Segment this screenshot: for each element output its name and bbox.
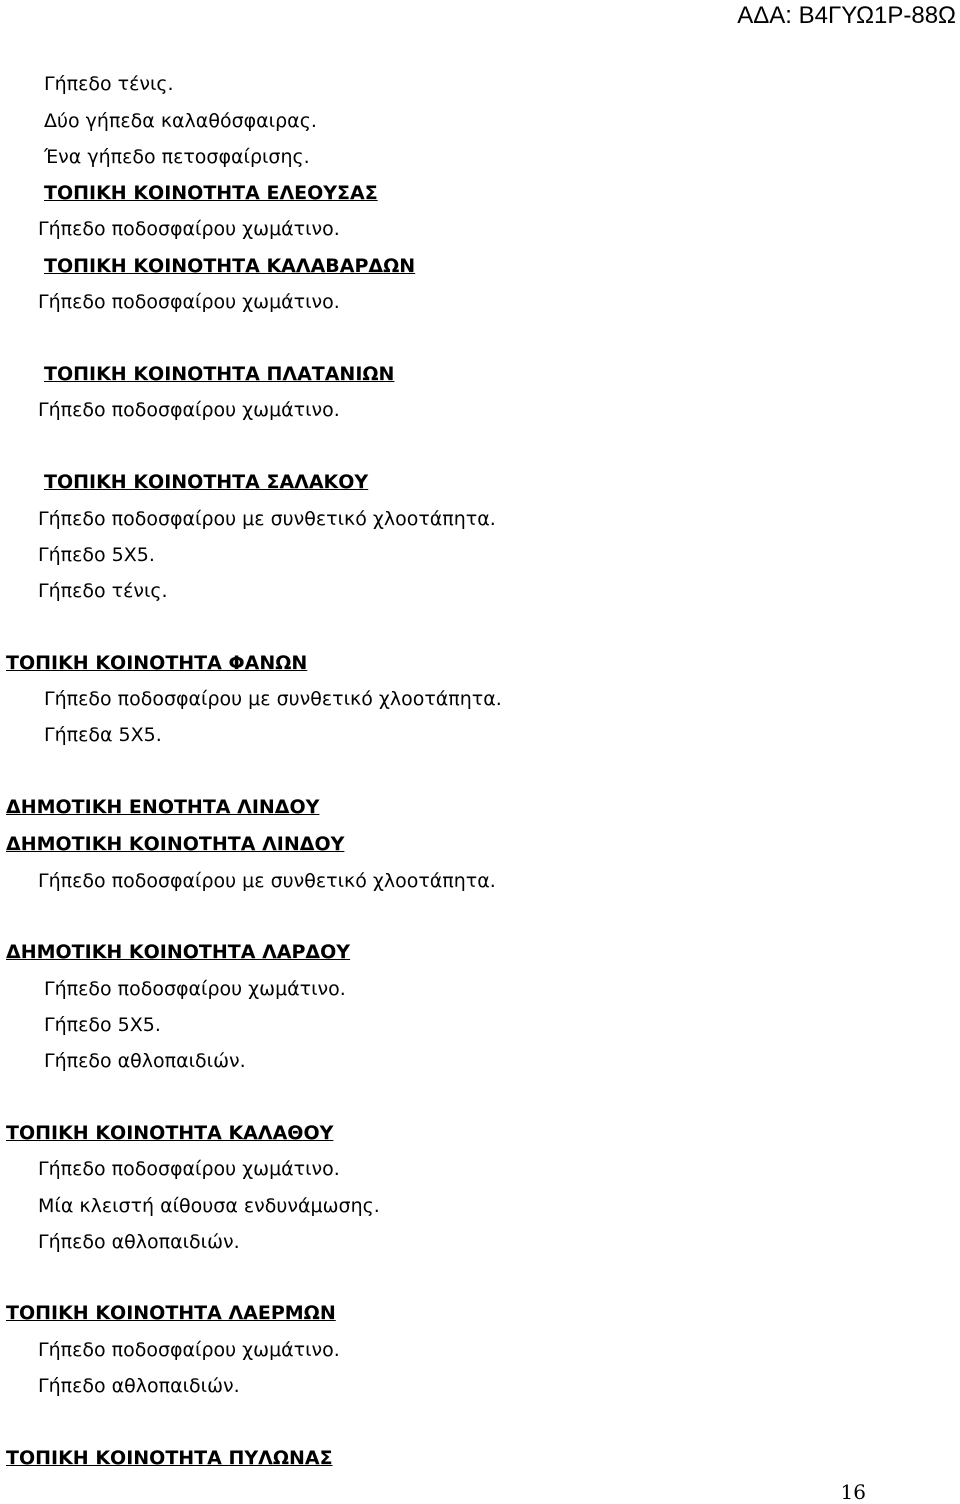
section-heading: ΤΟΠΙΚΗ ΚΟΙΝΟΤΗΤΑ ΣΑΛΑΚΟΥ [44,471,369,493]
list-item: Γήπεδο ποδοσφαίρου χωμάτινο. [38,1158,340,1180]
list-item: Γήπεδο ποδοσφαίρου χωμάτινο. [38,218,340,240]
list-item: Γήπεδο τένις. [38,580,168,602]
list-item: Γήπεδο αθλοπαιδιών. [38,1375,240,1397]
section-heading: ΤΟΠΙΚΗ ΚΟΙΝΟΤΗΤΑ ΛΑΕΡΜΩΝ [6,1302,336,1324]
list-item: Γήπεδο ποδοσφαίρου με συνθετικό χλοοτάπητα. [38,870,496,892]
section-heading: ΤΟΠΙΚΗ ΚΟΙΝΟΤΗΤΑ ΚΑΛΑΒΑΡΔΩΝ [44,255,416,277]
section-heading: ΤΟΠΙΚΗ ΚΟΙΝΟΤΗΤΑ ΠΛΑΤΑΝΙΩΝ [44,363,395,385]
list-item: Γήπεδο ποδοσφαίρου χωμάτινο. [38,1339,340,1361]
list-item: Γήπεδο 5Χ5. [44,1014,161,1036]
list-item: Γήπεδο ποδοσφαίρου χωμάτινο. [38,399,340,421]
list-item: Γήπεδο αθλοπαιδιών. [44,1050,246,1072]
section-heading: ΤΟΠΙΚΗ ΚΟΙΝΟΤΗΤΑ ΦΑΝΩΝ [6,652,308,674]
list-item: Γήπεδο 5Χ5. [38,544,155,566]
list-item: Γήπεδο ποδοσφαίρου με συνθετικό χλοοτάπητα. [44,688,502,710]
list-item: Γήπεδο ποδοσφαίρου χωμάτινο. [38,291,340,313]
list-item: Δύο γήπεδα καλαθόσφαιρας. [44,110,317,132]
list-item: Ένα γήπεδο πετοσφαίρισης. [44,146,310,168]
section-heading: ΤΟΠΙΚΗ ΚΟΙΝΟΤΗΤΑ ΕΛΕΟΥΣΑΣ [44,182,378,204]
list-item: Γήπεδα 5Χ5. [44,724,162,746]
list-item: Γήπεδο ποδοσφαίρου χωμάτινο. [44,978,346,1000]
list-item: Μία κλειστή αίθουσα ενδυνάμωσης. [38,1195,380,1217]
section-heading: ΔΗΜΟΤΙΚΗ ΕΝΟΤΗΤΑ ΛΙΝΔΟΥ [6,796,320,818]
list-item: Γήπεδο τένις. [44,73,174,95]
list-item: Γήπεδο ποδοσφαίρου με συνθετικό χλοοτάπητα. [38,508,496,530]
section-heading: ΔΗΜΟΤΙΚΗ ΚΟΙΝΟΤΗΤΑ ΛΑΡΔΟΥ [6,941,351,963]
section-heading: ΤΟΠΙΚΗ ΚΟΙΝΟΤΗΤΑ ΠΥΛΩΝΑΣ [6,1447,333,1469]
ada-code: ΑΔΑ: Β4ΓΥΩ1Ρ-88Ω [737,2,956,29]
section-heading: ΤΟΠΙΚΗ ΚΟΙΝΟΤΗΤΑ ΚΑΛΑΘΟΥ [6,1122,334,1144]
list-item: Γήπεδο αθλοπαιδιών. [38,1231,240,1253]
page-number: 16 [840,1480,866,1504]
section-heading: ΔΗΜΟΤΙΚΗ ΚΟΙΝΟΤΗΤΑ ΛΙΝΔΟΥ [6,833,345,855]
